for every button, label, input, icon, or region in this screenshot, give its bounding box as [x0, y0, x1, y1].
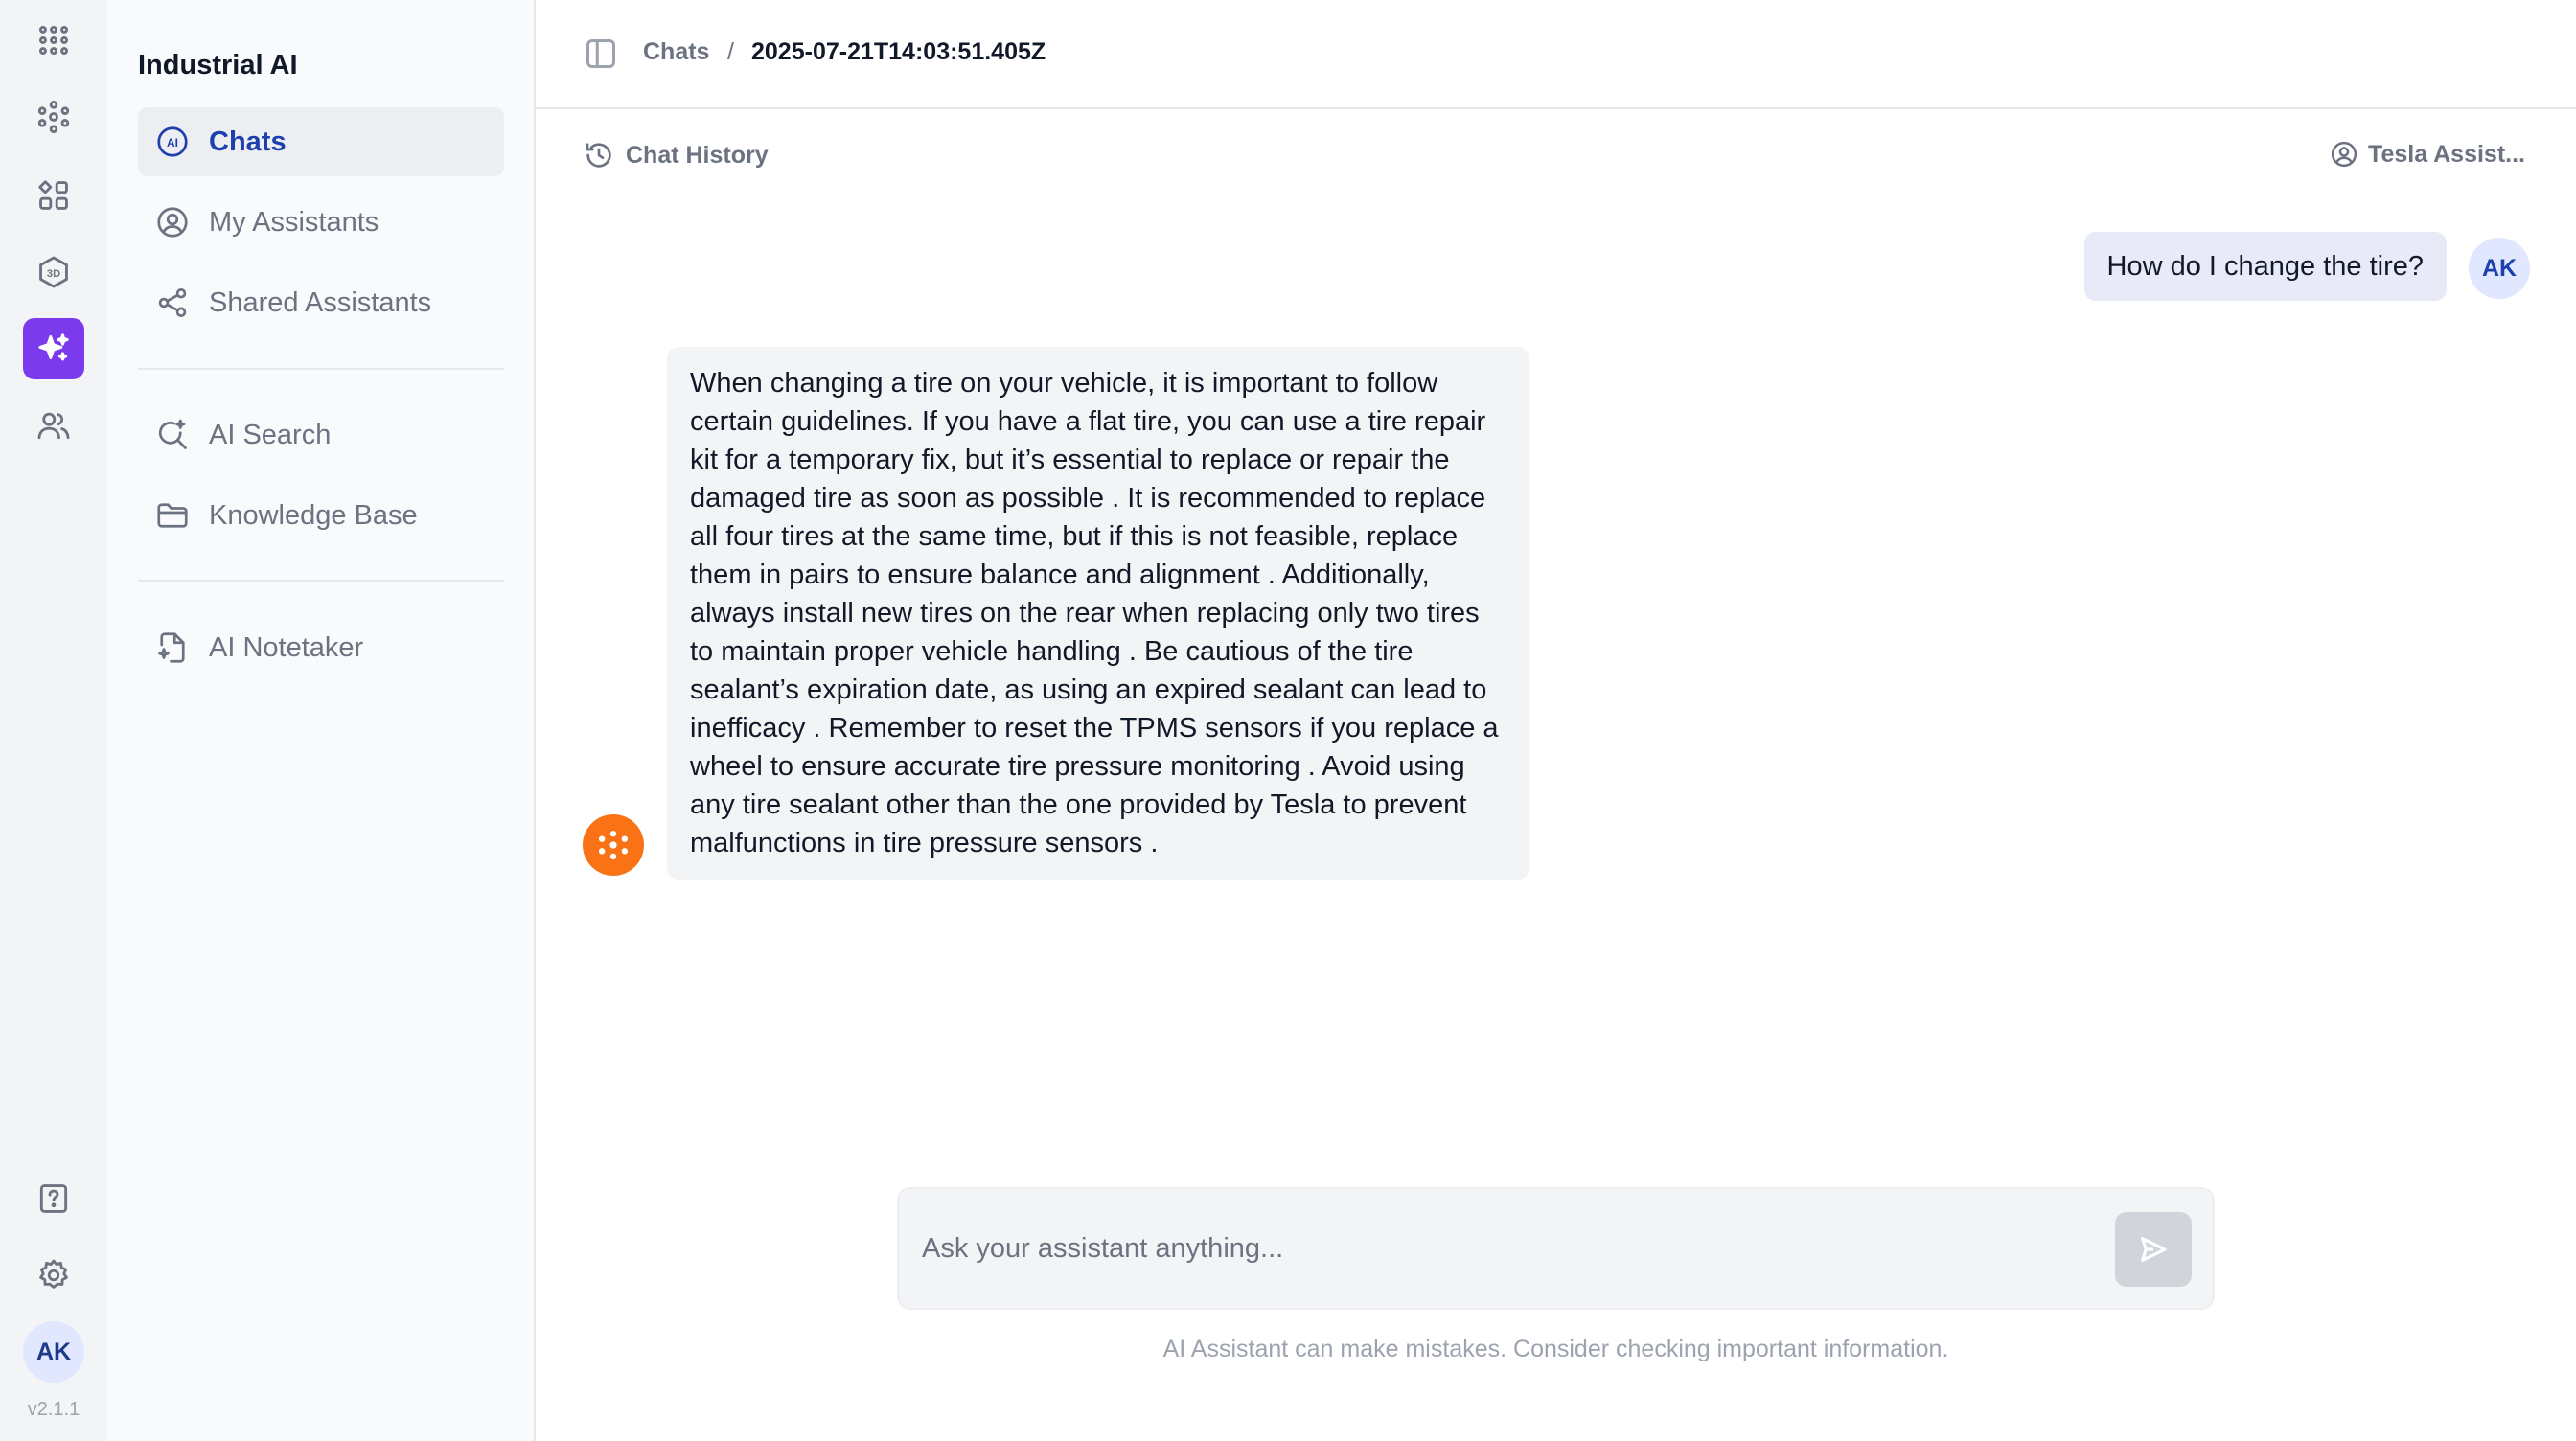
toggle-sidebar-button[interactable] — [584, 36, 618, 71]
sidebar-item-my-assistants[interactable] — [138, 188, 504, 257]
ai-chat-icon — [155, 125, 190, 159]
folder-icon — [155, 498, 190, 533]
user-circle-icon — [155, 205, 190, 240]
assistant-message — [667, 347, 1530, 880]
assistant-selector[interactable] — [2330, 140, 2525, 169]
svg-text:AI: AI — [167, 135, 178, 149]
sidebar-item-shared-assistants[interactable] — [138, 268, 504, 337]
breadcrumb-separator: / — [727, 38, 734, 65]
widgets-icon — [35, 177, 72, 214]
apps-grid-button[interactable] — [23, 10, 84, 71]
sidebar-divider — [138, 580, 504, 582]
share-icon — [155, 286, 190, 320]
breadcrumb-current: 2025-07-21T14:03:51.405Z — [751, 38, 1046, 65]
ai-sparkles-button[interactable] — [23, 318, 84, 379]
sidebar-divider — [138, 368, 504, 370]
notetaker-icon — [155, 630, 190, 665]
users-icon — [35, 407, 72, 444]
assistant-message-text: When changing a tire on your vehicle, it is important to follow certain guidelines. If you have a flat tire, you can use a tire repair kit for a temporary fix, but it’s essential to replace or repair the damaged tire as soon as possible . It is recommended to replace all four tires at the same time, but if this is not feasible, replace them in pairs to ensure balance and alignment . Additionally, always install new tires on the rear when replacing only two tires to maintain proper vehicle handling . Be cautious of the tire sealant’s expiration date, as using an expired sealant can lead to inefficacy . Remember to reset the TPMS sensors if you replace a wheel to ensure accurate tire pressure monitoring . Avoid using any tire sealant other than the one provided by Tesla to prevent malfunctions in tire pressure sensors . — [690, 368, 1499, 858]
sidebar-item-ai-search[interactable] — [138, 400, 504, 469]
main-panel — [536, 0, 2576, 1441]
3d-cube-icon — [35, 254, 72, 290]
assistant-name: Tesla Assist... — [2368, 140, 2525, 168]
svg-text:3D: 3D — [46, 267, 61, 280]
sparkles-icon — [35, 331, 72, 367]
sidebar-item-ai-notetaker[interactable] — [138, 613, 504, 682]
help-icon — [35, 1180, 72, 1217]
help-button[interactable] — [23, 1168, 84, 1229]
panel-left-icon — [584, 36, 618, 71]
sidebar-item-knowledge-base[interactable] — [138, 481, 504, 550]
sidebar-item-label: AI Notetaker — [209, 631, 364, 663]
sidebar — [107, 0, 536, 1441]
header — [536, 0, 2576, 109]
user-message — [2084, 232, 2447, 301]
send-button[interactable] — [2115, 1212, 2192, 1287]
settings-button[interactable] — [23, 1245, 84, 1306]
chat-history-label: Chat History — [626, 141, 769, 169]
sidebar-item-label: AI Search — [209, 419, 332, 450]
message-composer — [897, 1187, 2215, 1310]
network-button[interactable] — [23, 86, 84, 148]
user-avatar: AK — [2469, 238, 2530, 299]
avatar[interactable]: AK — [23, 1321, 84, 1383]
user-message-text: How do I change the tire? — [2106, 250, 2424, 282]
gear-icon — [35, 1257, 72, 1293]
sidebar-item-label: My Assistants — [209, 206, 380, 238]
send-icon — [2137, 1233, 2170, 1266]
users-button[interactable] — [23, 395, 84, 456]
widgets-button[interactable] — [23, 165, 84, 226]
sidebar-item-label: Chats — [209, 126, 287, 157]
message-input[interactable] — [922, 1189, 2053, 1308]
sidebar-item-chats[interactable] — [138, 107, 504, 176]
apps-grid-icon — [35, 22, 72, 58]
sidebar-title: Industrial AI — [138, 50, 298, 80]
icon-rail — [0, 0, 107, 1441]
ai-search-icon — [155, 418, 190, 452]
disclaimer-text: AI Assistant can make mistakes. Consider checking important information. — [1162, 1336, 1949, 1362]
network-icon — [35, 99, 72, 135]
breadcrumb-chats-link[interactable]: Chats — [643, 38, 710, 65]
assistant-avatar — [583, 814, 644, 876]
sidebar-item-label: Knowledge Base — [209, 499, 418, 531]
version-label: v2.1.1 — [27, 1399, 80, 1420]
history-icon — [584, 140, 614, 171]
assistant-logo-icon — [595, 827, 632, 863]
chat-history-button[interactable] — [584, 140, 769, 171]
3d-button[interactable] — [23, 241, 84, 303]
sidebar-item-label: Shared Assistants — [209, 286, 432, 318]
user-circle-icon — [2330, 140, 2358, 169]
